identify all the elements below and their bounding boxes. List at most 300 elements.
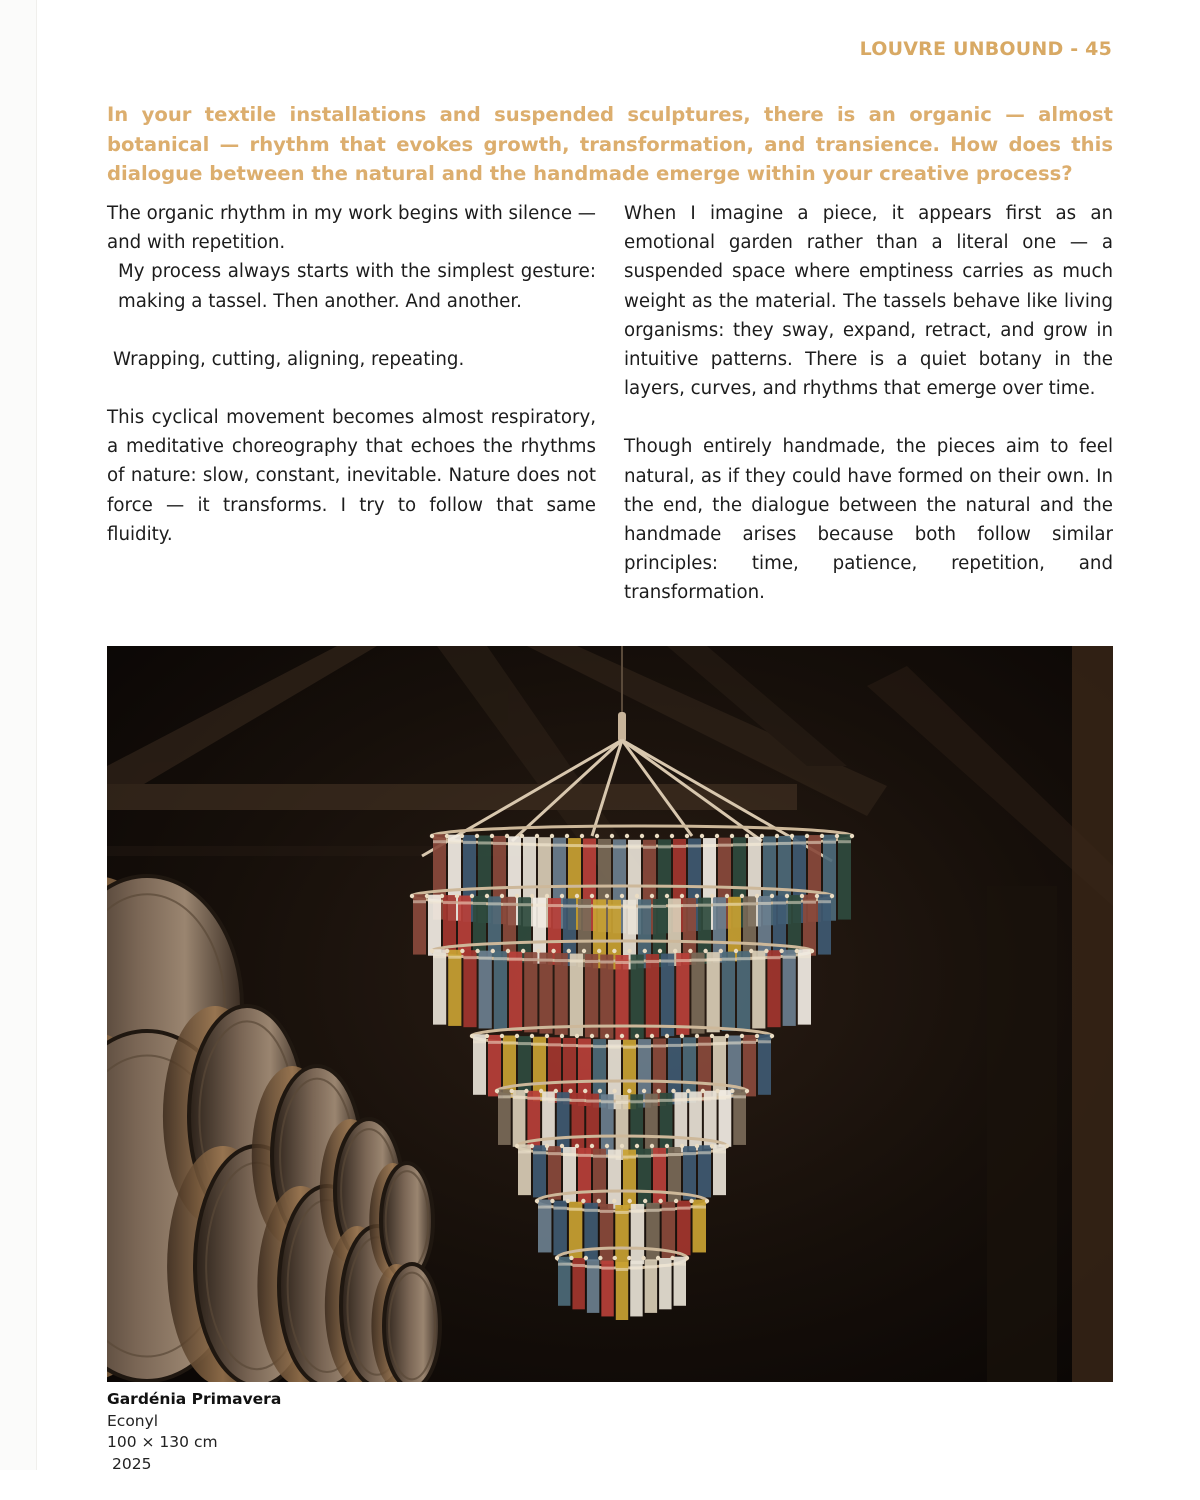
- bead: [749, 949, 753, 953]
- tassel-wrap: [683, 904, 696, 907]
- tassel-wrap: [737, 957, 750, 960]
- tassel: [428, 895, 441, 956]
- bead: [605, 894, 609, 898]
- tassel-wrap: [478, 842, 491, 845]
- bead: [506, 949, 510, 953]
- bead: [725, 1144, 729, 1148]
- bead: [740, 894, 744, 898]
- bead: [610, 834, 614, 838]
- tassel: [488, 1035, 501, 1097]
- tassel: [798, 949, 811, 1024]
- tassel-wrap: [628, 846, 641, 849]
- tassel-wrap: [683, 1043, 696, 1046]
- bead: [612, 1199, 616, 1203]
- bead: [627, 949, 631, 953]
- tassel-wrap: [808, 841, 821, 844]
- artwork-dimensions: 100 × 130 cm: [107, 1433, 218, 1451]
- tassel-wrap: [433, 955, 446, 958]
- bead: [674, 1199, 678, 1203]
- bead: [475, 949, 479, 953]
- interview-question: In your textile installations and suspended sculptures, there is an organic — almost botanical — rhythm that evokes growth, transformation, and transience. How does this dialogue between the natural and the handmade emerge within your creative process?: [107, 103, 1113, 185]
- bead: [598, 1089, 602, 1093]
- tassel-wrap: [631, 961, 644, 964]
- tassel-wrap: [728, 1042, 741, 1045]
- tassel-wrap: [570, 960, 583, 963]
- bead: [658, 1199, 662, 1203]
- bead: [555, 1256, 559, 1260]
- tassel-wrap: [498, 1095, 511, 1098]
- bead: [430, 949, 434, 953]
- tassel-wrap: [704, 1097, 717, 1100]
- bead: [650, 894, 654, 898]
- bead: [715, 834, 719, 838]
- tassel: [691, 953, 704, 1034]
- tassel-wrap: [616, 1268, 628, 1271]
- bead: [515, 1144, 519, 1148]
- tassel-wrap: [538, 1206, 551, 1209]
- bead: [657, 1089, 661, 1093]
- tassel-wrap: [645, 1100, 658, 1103]
- tassel: [473, 896, 486, 959]
- bead: [670, 1256, 674, 1260]
- bead: [665, 894, 669, 898]
- tassel-wrap: [668, 1153, 681, 1156]
- bead: [536, 949, 540, 953]
- bead: [430, 834, 434, 838]
- answer-paragraph: When I imagine a piece, it appears first as an emotional garden rather than a literal one — a suspended space where emptiness carries as much weight as the material. The tassels behave like living organisms: they sway, expand, retract, and grow in intuitive patterns. There is a quiet botany in the layers, curves, and rhythms that emerge over time.: [624, 203, 1113, 400]
- tassel-wrap: [593, 905, 606, 908]
- bead: [680, 1034, 684, 1038]
- tassel-wrap: [513, 1096, 526, 1099]
- tassel-wrap: [553, 1207, 566, 1210]
- tassel-wrap: [638, 1045, 651, 1048]
- tassel-wrap: [623, 1156, 636, 1159]
- bead: [545, 1034, 549, 1038]
- tassel: [473, 1034, 486, 1095]
- artwork-photo-illustration: [107, 646, 1113, 1382]
- bead: [521, 949, 525, 953]
- bead: [620, 1034, 624, 1038]
- bead: [524, 1089, 528, 1093]
- answer-paragraph: My process always starts with the simplest gesture: making a tassel. Then another. And another.: [118, 261, 596, 312]
- bead: [554, 1089, 558, 1093]
- bead: [612, 1089, 616, 1093]
- knot: [618, 712, 626, 742]
- bead: [510, 1089, 514, 1093]
- tassel-wrap: [718, 844, 731, 847]
- tassel-wrap: [758, 1040, 771, 1043]
- tassel-wrap: [584, 1209, 597, 1212]
- bead: [805, 834, 809, 838]
- tassel-wrap: [707, 958, 720, 961]
- bead: [485, 1034, 489, 1038]
- tassel-wrap: [473, 902, 486, 905]
- bead: [635, 1144, 639, 1148]
- tassel: [557, 1092, 570, 1152]
- tassel-wrap: [783, 956, 796, 959]
- tassel-wrap: [598, 845, 611, 848]
- tassel: [707, 952, 720, 1032]
- tassel: [758, 896, 771, 959]
- tassel: [838, 834, 851, 919]
- tassel-wrap: [542, 1097, 555, 1100]
- bead: [566, 1199, 570, 1203]
- tassel-wrap: [713, 903, 726, 906]
- tassel-wrap: [698, 1151, 711, 1154]
- tassel: [555, 953, 568, 1035]
- bead: [560, 1144, 564, 1148]
- bead: [695, 1144, 699, 1148]
- bead: [627, 1256, 631, 1260]
- tassel-wrap: [563, 905, 576, 908]
- tassel-wrap: [488, 902, 501, 905]
- tassel-wrap: [668, 1044, 681, 1047]
- tassel-wrap: [593, 1155, 606, 1158]
- bead: [440, 894, 444, 898]
- tassel: [463, 950, 476, 1027]
- tassel-wrap: [661, 960, 674, 963]
- bead: [410, 894, 414, 898]
- bead: [650, 1034, 654, 1038]
- tassel-wrap: [533, 904, 546, 907]
- tassel-wrap: [608, 906, 621, 909]
- bead: [545, 1144, 549, 1148]
- tassel: [479, 951, 492, 1029]
- bead: [568, 1089, 572, 1093]
- bead: [705, 1199, 709, 1203]
- tassel-wrap: [722, 958, 735, 961]
- answer-paragraph: This cyclical movement becomes almost respiratory, a meditative choreography that echoes the rhythms of nature: slow, constant, inevitable. Nature does not force — it transforms. I try to follow that same fluidity.: [107, 407, 596, 545]
- tassel-wrap: [433, 840, 446, 843]
- bead: [725, 894, 729, 898]
- tassel-wrap: [509, 958, 522, 961]
- bead: [710, 894, 714, 898]
- tassel-wrap: [643, 846, 656, 849]
- bead: [613, 1256, 617, 1260]
- bead: [625, 834, 629, 838]
- tassel: [539, 953, 552, 1034]
- tassel-wrap: [767, 956, 780, 959]
- bead: [830, 894, 834, 898]
- bead: [710, 1144, 714, 1148]
- tassel-wrap: [548, 904, 561, 907]
- tassel: [803, 895, 816, 956]
- tassel-wrap: [448, 956, 461, 959]
- tassel-wrap: [508, 842, 521, 845]
- tassel-wrap: [585, 960, 598, 963]
- artwork-caption: [107, 1389, 281, 1475]
- tassel-wrap: [448, 841, 461, 844]
- tassel-wrap: [713, 1042, 726, 1045]
- tassel-wrap: [823, 841, 836, 844]
- tassel: [615, 1205, 628, 1267]
- tassel: [570, 954, 583, 1037]
- tassel-wrap: [623, 1046, 636, 1049]
- answer-paragraph: Wrapping, cutting, aligning, repeating.: [113, 348, 465, 370]
- bead: [470, 1034, 474, 1038]
- bead: [535, 1199, 539, 1203]
- tassel-wrap: [763, 842, 776, 845]
- bead: [584, 1256, 588, 1260]
- bead: [575, 894, 579, 898]
- bead: [850, 834, 854, 838]
- tassel-wrap: [659, 1264, 671, 1267]
- bead: [445, 834, 449, 838]
- tassel-wrap: [689, 1097, 702, 1100]
- tassel-wrap: [713, 1150, 726, 1153]
- bead: [688, 949, 692, 953]
- bead: [590, 1144, 594, 1148]
- bead: [605, 1144, 609, 1148]
- bead: [770, 894, 774, 898]
- bead: [551, 949, 555, 953]
- bead: [580, 834, 584, 838]
- tassel-wrap: [703, 844, 716, 847]
- tassel: [676, 953, 689, 1035]
- bead: [550, 834, 554, 838]
- bead: [656, 1256, 660, 1260]
- answer-right-column: [624, 199, 1113, 608]
- tassel-wrap: [539, 959, 552, 962]
- bead: [695, 894, 699, 898]
- tassel-wrap: [676, 959, 689, 962]
- tassel-wrap: [563, 1044, 576, 1047]
- bead: [535, 834, 539, 838]
- tassel-wrap: [660, 1099, 673, 1102]
- bead: [710, 1034, 714, 1038]
- tassel: [743, 1035, 756, 1097]
- tassel-wrap: [662, 1208, 675, 1211]
- bead: [673, 949, 677, 953]
- tassel: [661, 954, 674, 1037]
- tassel: [752, 951, 765, 1029]
- bead: [575, 1034, 579, 1038]
- running-header: LOUVRE UNBOUND - 45: [859, 38, 1112, 60]
- tassel-wrap: [674, 1098, 687, 1101]
- tassel: [818, 894, 831, 954]
- tassel-wrap: [803, 901, 816, 904]
- bead: [569, 1256, 573, 1260]
- bead: [635, 894, 639, 898]
- bead: [475, 834, 479, 838]
- tassel-wrap: [788, 901, 801, 904]
- bead: [775, 834, 779, 838]
- bead: [575, 1144, 579, 1148]
- tassel-wrap: [674, 1263, 686, 1266]
- tassel-wrap: [683, 1152, 696, 1155]
- tassel-wrap: [479, 957, 492, 960]
- tassel-wrap: [698, 1043, 711, 1046]
- tassel-wrap: [728, 903, 741, 906]
- tassel-wrap: [653, 1154, 666, 1157]
- tassel: [630, 1094, 643, 1158]
- bead: [598, 1256, 602, 1260]
- artwork-material: Econyl: [107, 1411, 159, 1430]
- bead: [597, 949, 601, 953]
- answer-left-column: [107, 199, 596, 549]
- bead: [680, 894, 684, 898]
- tassel-wrap: [615, 961, 628, 964]
- bead: [628, 1199, 632, 1203]
- bead: [545, 894, 549, 898]
- tassel-wrap: [533, 1043, 546, 1046]
- bead: [495, 1089, 499, 1093]
- tassel-wrap: [557, 1098, 570, 1101]
- bead: [590, 1034, 594, 1038]
- tassel: [524, 952, 537, 1032]
- tassel-wrap: [518, 1150, 531, 1153]
- tassel-wrap: [463, 956, 476, 959]
- bead: [612, 949, 616, 953]
- tassel-wrap: [733, 1095, 746, 1098]
- tassel-wrap: [553, 844, 566, 847]
- bead: [643, 1199, 647, 1203]
- tassel-wrap: [413, 900, 426, 903]
- bead: [835, 834, 839, 838]
- tassel-wrap: [523, 843, 536, 846]
- bead: [460, 949, 464, 953]
- tassel-wrap: [600, 1210, 613, 1213]
- bead: [760, 834, 764, 838]
- tassel-wrap: [623, 906, 636, 909]
- barrel-head: [384, 1264, 440, 1382]
- tassel-wrap: [645, 1265, 657, 1268]
- bead: [582, 949, 586, 953]
- bead: [550, 1199, 554, 1203]
- tassel-wrap: [583, 845, 596, 848]
- tassel-wrap: [743, 1041, 756, 1044]
- bead: [640, 834, 644, 838]
- tassel-wrap: [593, 1045, 606, 1048]
- bead: [642, 1089, 646, 1093]
- tassel-wrap: [463, 841, 476, 844]
- tassel-wrap: [719, 1096, 732, 1099]
- bead: [565, 834, 569, 838]
- bead: [815, 894, 819, 898]
- bead: [643, 949, 647, 953]
- tassel-wrap: [493, 842, 506, 845]
- bead: [620, 894, 624, 898]
- tassel: [600, 1204, 613, 1264]
- tassel-wrap: [572, 1264, 584, 1267]
- bead: [686, 1089, 690, 1093]
- tassel-wrap: [630, 1267, 642, 1270]
- tassel-wrap: [428, 901, 441, 904]
- bead: [790, 834, 794, 838]
- bead: [665, 1144, 669, 1148]
- bead: [455, 894, 459, 898]
- bead: [560, 894, 564, 898]
- tassel-wrap: [527, 1097, 540, 1100]
- tassel-wrap: [743, 902, 756, 905]
- bead: [719, 949, 723, 953]
- bead: [770, 1034, 774, 1038]
- tassel-wrap: [698, 904, 711, 907]
- bead: [655, 834, 659, 838]
- artwork-title: Gardénia Primavera: [107, 1390, 282, 1408]
- tassel-wrap: [600, 961, 613, 964]
- tassel: [758, 1034, 771, 1095]
- bead: [425, 894, 429, 898]
- tassel-wrap: [548, 1152, 561, 1155]
- tassel-wrap: [555, 959, 568, 962]
- bead: [490, 834, 494, 838]
- bead: [635, 1034, 639, 1038]
- bead: [445, 949, 449, 953]
- bead: [810, 949, 814, 953]
- tassel-wrap: [733, 843, 746, 846]
- bead: [530, 1034, 534, 1038]
- bead: [530, 894, 534, 898]
- tassel-wrap: [653, 1045, 666, 1048]
- tassel: [767, 950, 780, 1027]
- tassel: [631, 1204, 644, 1264]
- artwork-year: 2025: [112, 1454, 152, 1473]
- tassel-wrap: [630, 1100, 643, 1103]
- answer-paragraph: The organic rhythm in my work begins with silence — and with repetition.: [107, 203, 596, 254]
- tassel-wrap: [563, 1153, 576, 1156]
- tassel-wrap: [601, 1267, 613, 1270]
- tassel-wrap: [653, 905, 666, 908]
- bead: [755, 1034, 759, 1038]
- bead: [695, 1034, 699, 1038]
- bead: [779, 949, 783, 953]
- bead: [500, 1034, 504, 1038]
- tassel-wrap: [601, 1100, 614, 1103]
- bead: [515, 1034, 519, 1038]
- tassel-wrap: [793, 842, 806, 845]
- tassel: [674, 1092, 687, 1152]
- tassel-wrap: [616, 1101, 629, 1104]
- tassel-wrap: [569, 1208, 582, 1211]
- tassel-wrap: [668, 905, 681, 908]
- bead: [665, 1034, 669, 1038]
- tassel-wrap: [578, 905, 591, 908]
- barrel-head: [381, 1163, 433, 1279]
- bead: [795, 949, 799, 953]
- bead: [820, 834, 824, 838]
- tassel-wrap: [646, 1209, 659, 1212]
- tassel: [773, 896, 786, 959]
- bead: [703, 949, 707, 953]
- bead: [700, 834, 704, 838]
- tassel-wrap: [518, 903, 531, 906]
- tassel-wrap: [658, 845, 671, 848]
- tassel-wrap: [494, 957, 507, 960]
- bead: [701, 1089, 705, 1093]
- bead: [689, 1199, 693, 1203]
- bead: [491, 949, 495, 953]
- bead: [597, 1199, 601, 1203]
- tassel-wrap: [558, 1263, 570, 1266]
- bead: [650, 1144, 654, 1148]
- bead: [560, 1034, 564, 1038]
- tassel-wrap: [688, 845, 701, 848]
- tassel-wrap: [631, 1210, 644, 1213]
- bead: [500, 894, 504, 898]
- tassel: [494, 951, 507, 1030]
- bead: [590, 894, 594, 898]
- answer-paragraph: Though entirely handmade, the pieces aim to feel natural, as if they could have formed on their own. In the end, the dialogue between the natural and the handmade arises because both follow similar principles: time, patience, repetition, and transformation.: [624, 436, 1113, 604]
- bead: [595, 834, 599, 838]
- tassel-wrap: [538, 843, 551, 846]
- bead: [641, 1256, 645, 1260]
- bead: [581, 1199, 585, 1203]
- bead: [539, 1089, 543, 1093]
- tassel: [601, 1094, 614, 1158]
- bead: [740, 1034, 744, 1038]
- bead: [627, 1089, 631, 1093]
